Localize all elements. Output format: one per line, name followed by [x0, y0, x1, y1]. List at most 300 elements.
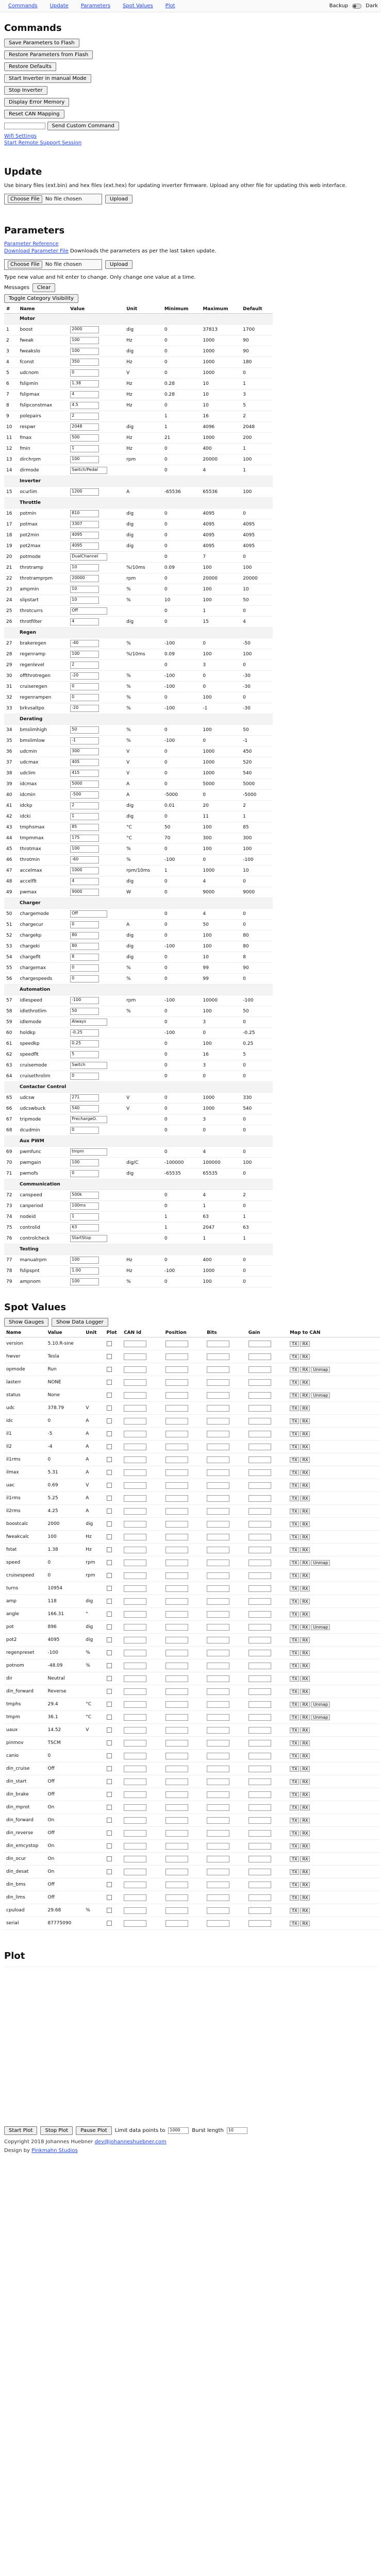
can-id-input[interactable] — [124, 1778, 146, 1785]
can-id-input[interactable] — [124, 1882, 146, 1888]
bits-input[interactable] — [207, 1353, 229, 1360]
position-input[interactable] — [165, 1869, 188, 1875]
bits-input[interactable] — [207, 1663, 229, 1669]
position-input[interactable] — [165, 1843, 188, 1850]
plot-checkbox[interactable] — [107, 1753, 112, 1758]
can-id-input[interactable] — [124, 1598, 146, 1605]
position-input[interactable] — [165, 1495, 188, 1502]
param-value-input[interactable]: 100 — [70, 1257, 99, 1264]
map-tx-button[interactable]: TX — [290, 1766, 299, 1772]
can-id-input[interactable] — [124, 1444, 146, 1450]
param-value-input[interactable]: 5 — [70, 1051, 99, 1058]
map-rx-button[interactable]: RX — [300, 1380, 310, 1385]
map-rx-button[interactable]: RX — [300, 1908, 310, 1913]
bits-input[interactable] — [207, 1521, 229, 1528]
map-tx-button[interactable]: TX — [290, 1779, 299, 1785]
map-tx-button[interactable]: TX — [290, 1547, 299, 1553]
position-input[interactable] — [165, 1675, 188, 1682]
param-value-input[interactable]: -1 — [70, 737, 99, 744]
param-value-input[interactable]: 0 — [70, 921, 99, 928]
param-value-input[interactable]: 300 — [70, 748, 99, 755]
gain-input[interactable] — [249, 1778, 271, 1785]
plot-checkbox[interactable] — [107, 1457, 112, 1462]
map-rx-button[interactable]: RX — [300, 1779, 310, 1785]
burst-input[interactable]: 10 — [227, 2127, 247, 2134]
map-tx-button[interactable]: TX — [290, 1521, 299, 1527]
param-value-input[interactable]: 100 — [70, 651, 99, 658]
map-tx-button[interactable]: TX — [290, 1831, 299, 1836]
can-id-input[interactable] — [124, 1650, 146, 1656]
map-tx-button[interactable]: TX — [290, 1843, 299, 1849]
param-value-input[interactable]: 415 — [70, 770, 99, 777]
pause-plot-button[interactable]: Pause Plot — [76, 2126, 111, 2135]
plot-checkbox[interactable] — [107, 1702, 112, 1707]
map-rx-button[interactable]: RX — [300, 1624, 310, 1630]
param-value-input[interactable]: 5000 — [70, 781, 99, 788]
map-tx-button[interactable]: TX — [290, 1380, 299, 1385]
map-rx-button[interactable]: RX — [300, 1792, 310, 1798]
plot-checkbox[interactable] — [107, 1740, 112, 1745]
plot-checkbox[interactable] — [107, 1637, 112, 1642]
plot-checkbox[interactable] — [107, 1856, 112, 1861]
map-rx-button[interactable]: RX — [300, 1843, 310, 1849]
bits-input[interactable] — [207, 1534, 229, 1540]
plot-checkbox[interactable] — [107, 1560, 112, 1565]
can-id-input[interactable] — [124, 1353, 146, 1360]
plot-checkbox[interactable] — [107, 1534, 112, 1539]
gain-input[interactable] — [249, 1534, 271, 1540]
category-label[interactable]: Testing — [4, 1244, 273, 1255]
map-tx-button[interactable]: TX — [290, 1908, 299, 1913]
restore-params-button[interactable]: Restore Parameters from Flash — [4, 50, 93, 59]
map-tx-button[interactable]: TX — [290, 1509, 299, 1514]
map-tx-button[interactable]: TX — [290, 1753, 299, 1759]
gain-input[interactable] — [249, 1431, 271, 1437]
plot-checkbox[interactable] — [107, 1895, 112, 1900]
plot-checkbox[interactable] — [107, 1599, 112, 1604]
map-tx-button[interactable]: TX — [290, 1882, 299, 1888]
position-input[interactable] — [165, 1804, 188, 1811]
can-id-input[interactable] — [124, 1766, 146, 1772]
map-tx-button[interactable]: TX — [290, 1483, 299, 1488]
gain-input[interactable] — [249, 1663, 271, 1669]
plot-checkbox[interactable] — [107, 1509, 112, 1514]
can-id-input[interactable] — [124, 1675, 146, 1682]
map-tx-button[interactable]: TX — [290, 1805, 299, 1810]
map-rx-button[interactable]: RX — [300, 1818, 310, 1823]
category-label[interactable]: Motor — [4, 314, 273, 325]
category-label[interactable]: Communication — [4, 1179, 273, 1190]
bits-input[interactable] — [207, 1907, 229, 1914]
param-value-input[interactable]: 0 — [70, 694, 99, 701]
map-tx-button[interactable]: TX — [290, 1586, 299, 1591]
position-input[interactable] — [165, 1894, 188, 1901]
bits-input[interactable] — [207, 1637, 229, 1643]
plot-checkbox[interactable] — [107, 1418, 112, 1423]
gain-input[interactable] — [249, 1675, 271, 1682]
bits-input[interactable] — [207, 1830, 229, 1837]
plot-checkbox[interactable] — [107, 1805, 112, 1810]
map-tx-button[interactable]: TX — [290, 1431, 299, 1437]
bits-input[interactable] — [207, 1778, 229, 1785]
param-value-input[interactable]: 810 — [70, 510, 99, 517]
can-id-input[interactable] — [124, 1482, 146, 1489]
bits-input[interactable] — [207, 1611, 229, 1618]
param-value-input[interactable]: -500 — [70, 791, 99, 799]
param-value-input[interactable]: 8 — [70, 954, 99, 961]
map-rx-button[interactable]: RX — [300, 1715, 310, 1720]
gain-input[interactable] — [249, 1482, 271, 1489]
params-choose-file-button[interactable]: Choose File — [8, 261, 42, 268]
position-input[interactable] — [165, 1727, 188, 1734]
plot-checkbox[interactable] — [107, 1483, 112, 1488]
map-rx-button[interactable]: RX — [300, 1650, 310, 1656]
stop-inverter-button[interactable]: Stop Inverter — [4, 86, 47, 95]
param-value-input[interactable]: 4095 — [70, 532, 99, 539]
bits-input[interactable] — [207, 1920, 229, 1927]
can-id-input[interactable] — [124, 1521, 146, 1528]
param-value-input[interactable]: 1200 — [70, 488, 99, 496]
gain-input[interactable] — [249, 1341, 271, 1347]
can-id-input[interactable] — [124, 1920, 146, 1927]
backup-link[interactable]: Backup — [329, 3, 349, 9]
plot-checkbox[interactable] — [107, 1586, 112, 1591]
map-tx-button[interactable]: TX — [290, 1405, 299, 1411]
param-value-input[interactable]: 100 — [70, 845, 99, 853]
email-link[interactable]: dev@johanneshuebner.com — [94, 2139, 167, 2145]
bits-input[interactable] — [207, 1856, 229, 1862]
gain-input[interactable] — [249, 1572, 271, 1579]
gain-input[interactable] — [249, 1843, 271, 1850]
param-value-input[interactable]: 1.00 — [70, 1267, 99, 1275]
param-value-input[interactable]: 0 — [70, 1073, 99, 1080]
param-value-input[interactable]: 1 — [70, 445, 99, 452]
gain-input[interactable] — [249, 1353, 271, 1360]
category-label[interactable]: Derating — [4, 714, 273, 725]
update-upload-button[interactable]: Upload — [105, 195, 132, 204]
map-rx-button[interactable]: RX — [300, 1457, 310, 1463]
map-rx-button[interactable]: RX — [300, 1856, 310, 1862]
position-input[interactable] — [165, 1740, 188, 1747]
param-value-select[interactable]: tmpm — [70, 1148, 107, 1156]
bits-input[interactable] — [207, 1766, 229, 1772]
bits-input[interactable] — [207, 1572, 229, 1579]
gain-input[interactable] — [249, 1611, 271, 1618]
gain-input[interactable] — [249, 1817, 271, 1824]
can-id-input[interactable] — [124, 1727, 146, 1734]
param-value-select[interactable]: StartStop — [70, 1235, 107, 1242]
can-id-input[interactable] — [124, 1585, 146, 1592]
map-tx-button[interactable]: TX — [290, 1444, 299, 1450]
plot-checkbox[interactable] — [107, 1521, 112, 1527]
bits-input[interactable] — [207, 1804, 229, 1811]
param-value-input[interactable]: 10 — [70, 564, 99, 571]
bits-input[interactable] — [207, 1508, 229, 1515]
map-tx-button[interactable]: TX — [290, 1354, 299, 1360]
map-rx-button[interactable]: RX — [300, 1586, 310, 1591]
params-file-input[interactable] — [4, 259, 102, 270]
gain-input[interactable] — [249, 1830, 271, 1837]
map-rx-button[interactable]: RX — [300, 1676, 310, 1682]
param-value-input[interactable]: 4.5 — [70, 402, 99, 409]
map-tx-button[interactable]: TX — [290, 1534, 299, 1540]
param-value-input[interactable]: 10 — [70, 597, 99, 604]
map-rx-button[interactable]: RX — [300, 1560, 310, 1566]
can-id-input[interactable] — [124, 1392, 146, 1399]
param-value-input[interactable]: 100 — [70, 337, 99, 344]
param-value-input[interactable]: 2048 — [70, 423, 99, 431]
map-tx-button[interactable]: TX — [290, 1560, 299, 1566]
gain-input[interactable] — [249, 1637, 271, 1643]
can-id-input[interactable] — [124, 1701, 146, 1708]
parameter-reference-link[interactable]: Parameter Reference — [4, 241, 59, 247]
bits-input[interactable] — [207, 1585, 229, 1592]
bits-input[interactable] — [207, 1560, 229, 1566]
can-id-input[interactable] — [124, 1508, 146, 1515]
position-input[interactable] — [165, 1920, 188, 1927]
map-tx-button[interactable]: TX — [290, 1393, 299, 1398]
bits-input[interactable] — [207, 1894, 229, 1901]
position-input[interactable] — [165, 1624, 188, 1631]
param-value-input[interactable]: 80 — [70, 932, 99, 939]
can-id-input[interactable] — [124, 1804, 146, 1811]
plot-checkbox[interactable] — [107, 1573, 112, 1578]
gain-input[interactable] — [249, 1444, 271, 1450]
param-value-select[interactable]: PrechargeO. — [70, 1116, 107, 1123]
bits-input[interactable] — [207, 1469, 229, 1476]
map-rx-button[interactable]: RX — [300, 1637, 310, 1643]
position-input[interactable] — [165, 1456, 188, 1463]
map-rx-button[interactable]: RX — [300, 1393, 310, 1398]
map-tx-button[interactable]: TX — [290, 1689, 299, 1694]
param-value-input[interactable]: 271 — [70, 1094, 99, 1101]
param-value-input[interactable]: 405 — [70, 759, 99, 766]
plot-checkbox[interactable] — [107, 1341, 112, 1346]
param-value-input[interactable]: 2000 — [70, 326, 99, 333]
bits-input[interactable] — [207, 1547, 229, 1553]
bits-input[interactable] — [207, 1817, 229, 1824]
param-value-input[interactable]: 0 — [70, 975, 99, 982]
plot-checkbox[interactable] — [107, 1431, 112, 1436]
position-input[interactable] — [165, 1907, 188, 1914]
design-link[interactable]: Pinkmahn Studios — [31, 2148, 78, 2154]
param-value-input[interactable]: 1 — [70, 1213, 99, 1221]
plot-checkbox[interactable] — [107, 1496, 112, 1501]
gain-input[interactable] — [249, 1894, 271, 1901]
param-value-input[interactable]: 1 — [70, 813, 99, 820]
position-input[interactable] — [165, 1753, 188, 1759]
category-label[interactable]: Aux PWM — [4, 1136, 273, 1147]
can-id-input[interactable] — [124, 1869, 146, 1875]
map-rx-button[interactable]: RX — [300, 1702, 310, 1707]
map-rx-button[interactable]: RX — [300, 1753, 310, 1759]
position-input[interactable] — [165, 1830, 188, 1837]
can-id-input[interactable] — [124, 1624, 146, 1631]
can-id-input[interactable] — [124, 1379, 146, 1386]
gain-input[interactable] — [249, 1560, 271, 1566]
update-file-input[interactable] — [4, 194, 102, 205]
position-input[interactable] — [165, 1366, 188, 1373]
map-rx-button[interactable]: RX — [300, 1431, 310, 1437]
map-rx-button[interactable]: RX — [300, 1573, 310, 1579]
start-manual-button[interactable]: Start Inverter in manual Mode — [4, 74, 91, 83]
map-tx-button[interactable]: TX — [290, 1856, 299, 1862]
param-value-input[interactable]: -0.25 — [70, 1029, 99, 1037]
param-value-input[interactable]: 0 — [70, 683, 99, 690]
plot-checkbox[interactable] — [107, 1766, 112, 1771]
can-id-input[interactable] — [124, 1830, 146, 1837]
map-rx-button[interactable]: RX — [300, 1766, 310, 1772]
bits-input[interactable] — [207, 1456, 229, 1463]
custom-command-input[interactable] — [4, 123, 45, 129]
param-value-input[interactable]: 4 — [70, 391, 99, 398]
plot-checkbox[interactable] — [107, 1869, 112, 1874]
map-rx-button[interactable]: RX — [300, 1599, 310, 1604]
gain-input[interactable] — [249, 1456, 271, 1463]
bits-input[interactable] — [207, 1714, 229, 1721]
param-value-input[interactable]: 20000 — [70, 575, 99, 582]
param-value-input[interactable]: -20 — [70, 672, 99, 680]
plot-checkbox[interactable] — [107, 1663, 112, 1668]
gain-input[interactable] — [249, 1405, 271, 1412]
bits-input[interactable] — [207, 1598, 229, 1605]
param-value-input[interactable]: 2 — [70, 802, 99, 809]
plot-checkbox[interactable] — [107, 1792, 112, 1797]
bits-input[interactable] — [207, 1418, 229, 1425]
gain-input[interactable] — [249, 1585, 271, 1592]
param-value-input[interactable]: 0 — [70, 1127, 99, 1134]
map-rx-button[interactable]: RX — [300, 1689, 310, 1694]
position-input[interactable] — [165, 1791, 188, 1798]
save-params-button[interactable]: Save Parameters to Flash — [4, 39, 79, 47]
nav-update[interactable]: Update — [49, 3, 69, 9]
plot-checkbox[interactable] — [107, 1354, 112, 1359]
param-value-input[interactable]: 100ms — [70, 1202, 99, 1210]
can-id-input[interactable] — [124, 1560, 146, 1566]
bits-input[interactable] — [207, 1431, 229, 1437]
position-input[interactable] — [165, 1637, 188, 1643]
plot-checkbox[interactable] — [107, 1921, 112, 1926]
param-value-input[interactable]: 1.38 — [70, 380, 99, 387]
can-id-input[interactable] — [124, 1547, 146, 1553]
param-value-input[interactable]: -40 — [70, 640, 99, 647]
map-rx-button[interactable]: RX — [300, 1483, 310, 1488]
position-input[interactable] — [165, 1688, 188, 1695]
gain-input[interactable] — [249, 1392, 271, 1399]
param-value-input[interactable]: 0 — [70, 369, 99, 377]
map-tx-button[interactable]: TX — [290, 1573, 299, 1579]
remote-support-link[interactable]: Start Remote Support Session — [4, 140, 82, 146]
gain-input[interactable] — [249, 1791, 271, 1798]
bits-input[interactable] — [207, 1791, 229, 1798]
can-id-input[interactable] — [124, 1740, 146, 1747]
unmap-button[interactable]: Unmap — [311, 1367, 330, 1372]
gain-input[interactable] — [249, 1366, 271, 1373]
position-input[interactable] — [165, 1778, 188, 1785]
map-rx-button[interactable]: RX — [300, 1367, 310, 1372]
can-id-input[interactable] — [124, 1418, 146, 1425]
map-tx-button[interactable]: TX — [290, 1650, 299, 1656]
param-value-input[interactable]: 4 — [70, 618, 99, 625]
map-tx-button[interactable]: TX — [290, 1418, 299, 1424]
map-rx-button[interactable]: RX — [300, 1612, 310, 1617]
params-upload-button[interactable]: Upload — [105, 260, 132, 269]
can-id-input[interactable] — [124, 1534, 146, 1540]
gain-input[interactable] — [249, 1469, 271, 1476]
map-rx-button[interactable]: RX — [300, 1740, 310, 1746]
gain-input[interactable] — [249, 1521, 271, 1528]
map-rx-button[interactable]: RX — [300, 1444, 310, 1450]
map-tx-button[interactable]: TX — [290, 1676, 299, 1682]
gain-input[interactable] — [249, 1508, 271, 1515]
plot-checkbox[interactable] — [107, 1393, 112, 1398]
map-tx-button[interactable]: TX — [290, 1367, 299, 1372]
param-value-select[interactable]: Switch/Pedal — [70, 467, 107, 474]
bits-input[interactable] — [207, 1753, 229, 1759]
param-value-input[interactable]: 4 — [70, 878, 99, 885]
position-input[interactable] — [165, 1560, 188, 1566]
bits-input[interactable] — [207, 1701, 229, 1708]
param-value-input[interactable]: 50 — [70, 1008, 99, 1015]
can-id-input[interactable] — [124, 1817, 146, 1824]
map-tx-button[interactable]: TX — [290, 1599, 299, 1604]
gain-input[interactable] — [249, 1753, 271, 1759]
param-value-input[interactable]: -60 — [70, 856, 99, 863]
gain-input[interactable] — [249, 1869, 271, 1875]
param-value-input[interactable]: 1000 — [70, 867, 99, 874]
gain-input[interactable] — [249, 1495, 271, 1502]
plot-checkbox[interactable] — [107, 1444, 112, 1449]
param-value-input[interactable]: 63 — [70, 1224, 99, 1231]
param-value-select[interactable]: DualChannel — [70, 553, 107, 561]
reset-can-button[interactable]: Reset CAN Mapping — [4, 110, 64, 118]
param-value-input[interactable]: 3307 — [70, 521, 99, 528]
map-tx-button[interactable]: TX — [290, 1341, 299, 1347]
plot-checkbox[interactable] — [107, 1818, 112, 1823]
can-id-input[interactable] — [124, 1894, 146, 1901]
param-value-input[interactable]: 100 — [70, 456, 99, 463]
gain-input[interactable] — [249, 1418, 271, 1425]
plot-checkbox[interactable] — [107, 1843, 112, 1849]
dark-toggle-icon[interactable] — [352, 4, 361, 9]
map-tx-button[interactable]: TX — [290, 1715, 299, 1720]
bits-input[interactable] — [207, 1482, 229, 1489]
unmap-button[interactable]: Unmap — [311, 1715, 330, 1720]
position-input[interactable] — [165, 1341, 188, 1347]
plot-checkbox[interactable] — [107, 1779, 112, 1784]
map-rx-button[interactable]: RX — [300, 1547, 310, 1553]
map-tx-button[interactable]: TX — [290, 1637, 299, 1643]
param-value-input[interactable]: 9000 — [70, 889, 99, 896]
show-logger-button[interactable]: Show Data Logger — [52, 1318, 108, 1327]
download-params-link[interactable]: Download Parameter File — [4, 248, 69, 254]
plot-checkbox[interactable] — [107, 1470, 112, 1475]
can-id-input[interactable] — [124, 1714, 146, 1721]
param-value-select[interactable]: Switch — [70, 1062, 107, 1069]
map-tx-button[interactable]: TX — [290, 1921, 299, 1926]
gain-input[interactable] — [249, 1598, 271, 1605]
gain-input[interactable] — [249, 1740, 271, 1747]
param-value-input[interactable]: -100 — [70, 997, 99, 1004]
can-id-input[interactable] — [124, 1611, 146, 1618]
map-tx-button[interactable]: TX — [290, 1470, 299, 1476]
bits-input[interactable] — [207, 1675, 229, 1682]
choose-file-button[interactable]: Choose File — [8, 195, 42, 203]
can-id-input[interactable] — [124, 1791, 146, 1798]
map-rx-button[interactable]: RX — [300, 1405, 310, 1411]
map-rx-button[interactable]: RX — [300, 1869, 310, 1875]
map-rx-button[interactable]: RX — [300, 1418, 310, 1424]
